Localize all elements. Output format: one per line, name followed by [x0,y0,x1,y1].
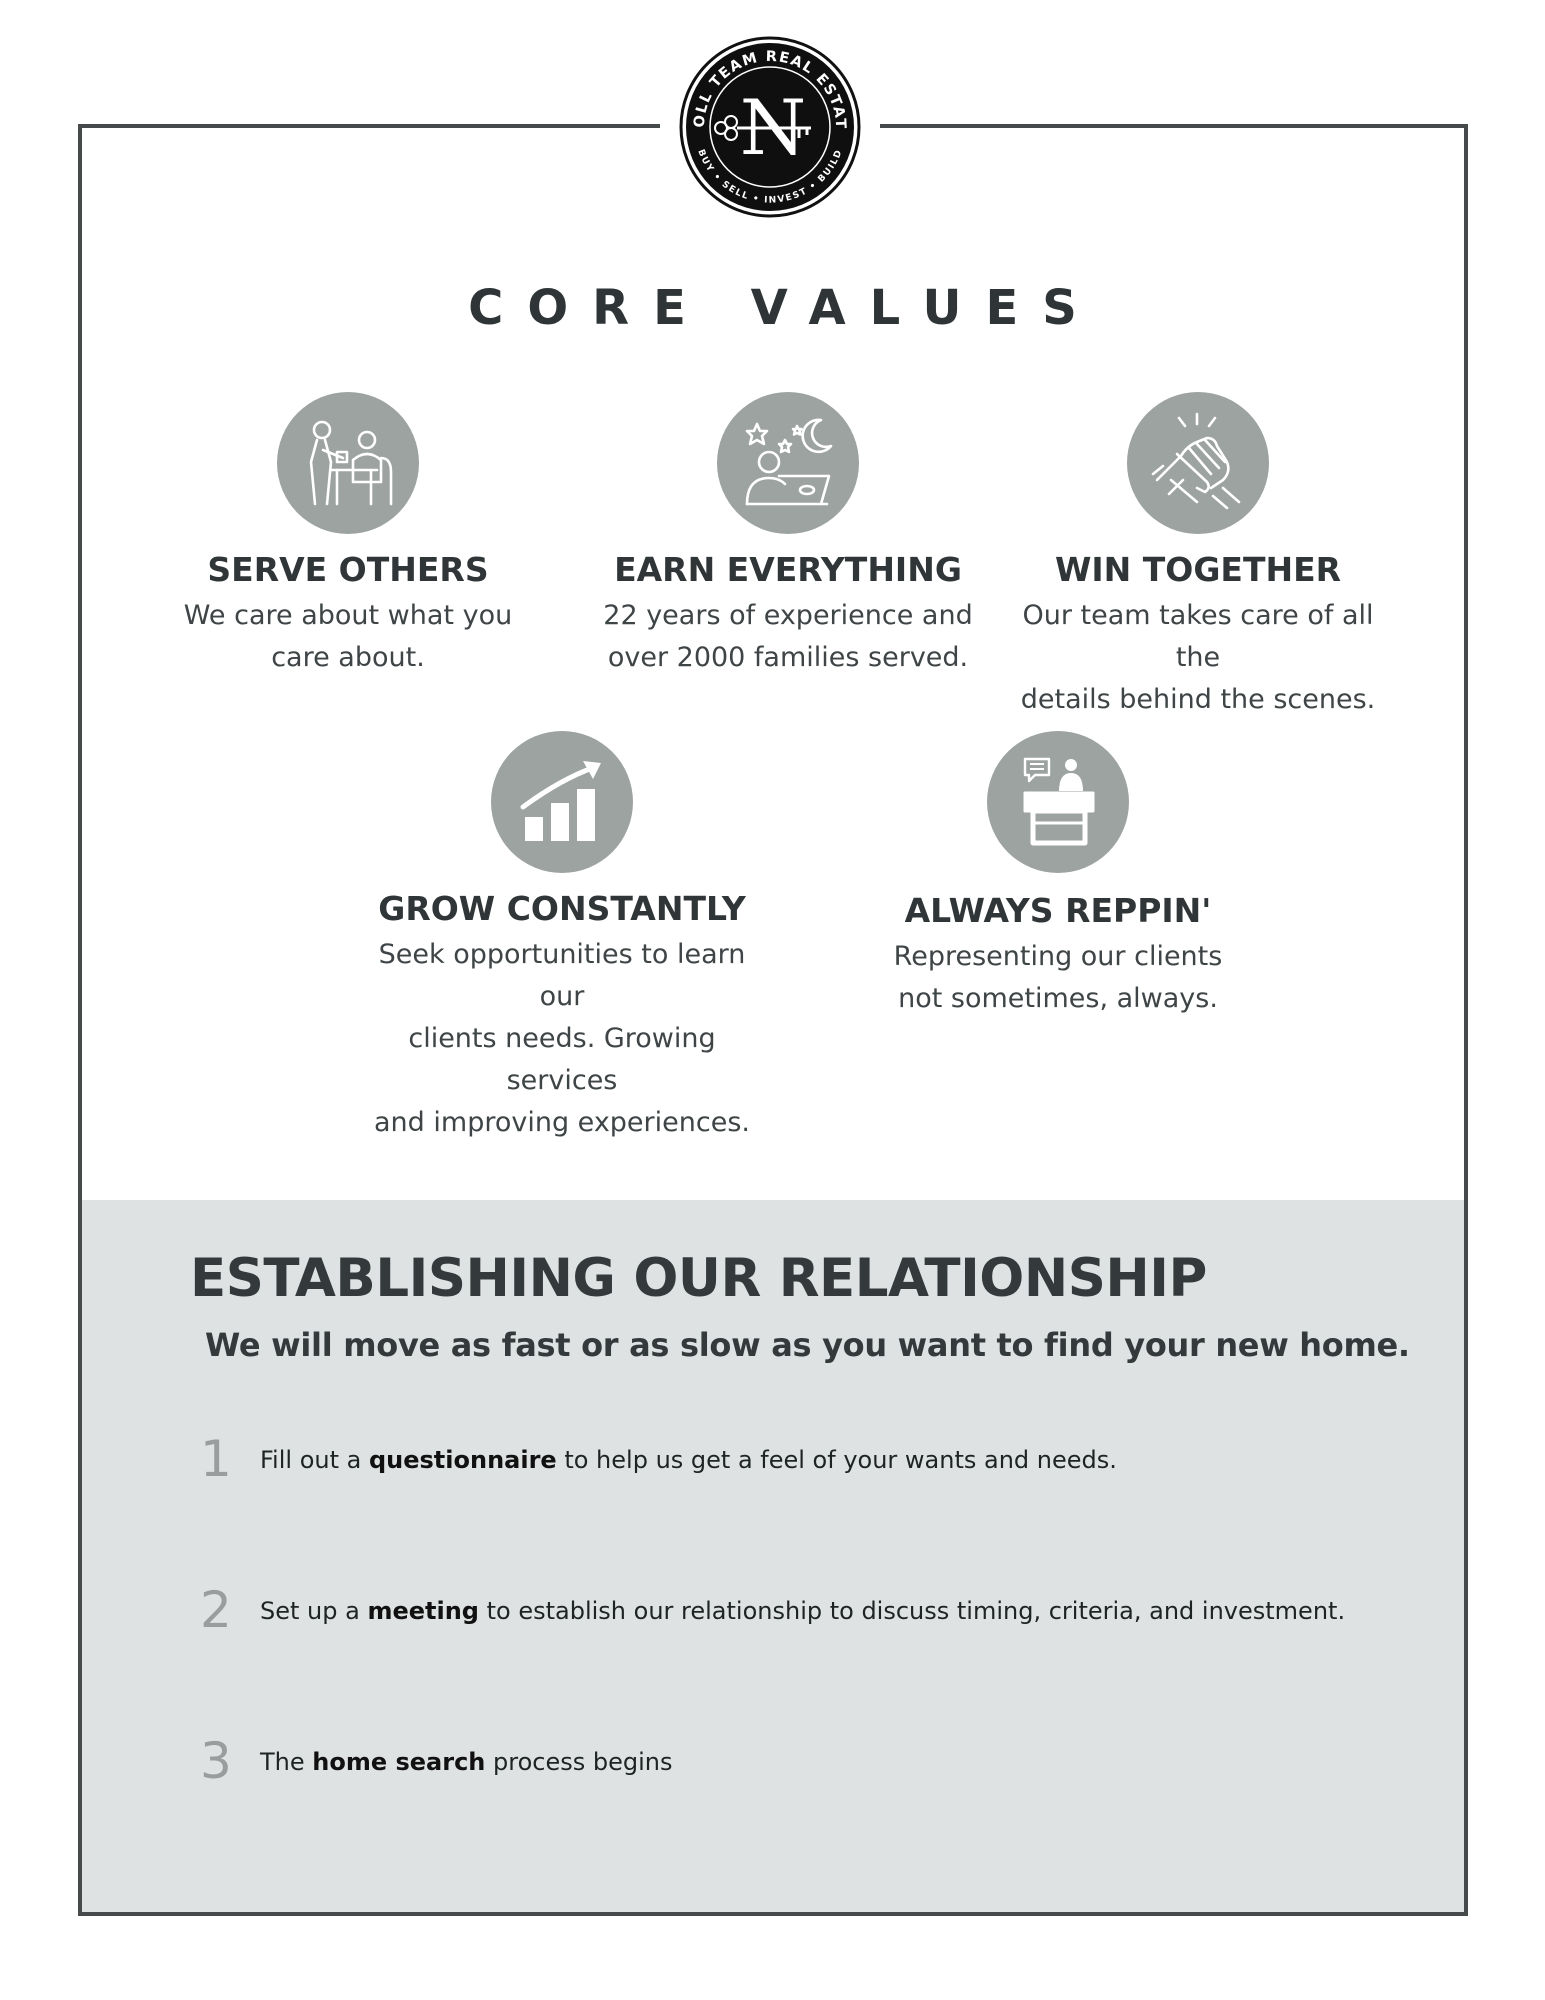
value-title: WIN TOGETHER [1054,550,1342,589]
reception-desk-icon [987,731,1129,873]
step-number: 2 [200,1581,232,1639]
value-line: 22 years of experience and [603,600,973,631]
value-line: clients needs. Growing services [408,1023,716,1096]
step-text-before: The [260,1748,313,1776]
step-text-bold: meeting [367,1597,479,1625]
relationship-title: ESTABLISHING OUR RELATIONSHIP [190,1248,1207,1309]
value-line: details behind the scenes. [1020,684,1376,715]
value-line: and improving experiences. [374,1107,750,1138]
value-earn-everything [588,392,988,679]
step-text-bold: questionnaire [368,1446,557,1474]
value-title: ALWAYS REPPIN' [904,891,1212,930]
meeting-people-icon [277,392,419,534]
logo-ring-text: OLL TEAM REAL ESTAT [691,48,849,131]
value-title: GROW CONSTANTLY [378,889,746,928]
value-line: care about. [271,642,425,673]
noll-team-logo [679,36,861,218]
relationship-subtitle: We will move as fast or as slow as you want to find your new home. [205,1326,1410,1364]
value-description [998,595,1398,721]
step-number: 3 [200,1732,232,1790]
value-description [858,936,1258,1020]
logo-tagline: BUY • SELL • INVEST • BUILD [695,148,845,206]
night-work-laptop-icon [717,392,859,534]
value-line: Representing our clients [893,941,1223,972]
step-text-before: Set up a [260,1597,368,1625]
value-line: not sometimes, always. [898,983,1218,1014]
value-serve-others [148,392,548,679]
value-line: We care about what you [183,600,513,631]
step-text [260,1597,1345,1625]
step-text-after: to help us get a feel of your wants and needs. [556,1446,1117,1474]
value-always-reppin [858,731,1258,1020]
handshake-clasp-icon [1127,392,1269,534]
step-text-before: Fill out a [260,1446,369,1474]
value-grow-constantly [362,731,762,1144]
value-title: SERVE OTHERS [207,550,489,589]
value-description [148,595,548,679]
logo-letter: N [739,83,807,172]
growth-chart-icon [491,731,633,873]
value-title: EARN EVERYTHING [614,550,962,589]
value-line: Our team takes care of all the [1022,600,1374,673]
step-text-after: process begins [485,1748,673,1776]
value-line: Seek opportunities to learn our [378,939,746,1012]
value-win-together [998,392,1398,721]
value-line: over 2000 families served. [607,642,969,673]
step-text-after: to establish our relationship to discuss timing, criteria, and investment. [478,1597,1346,1625]
step-text-bold: home search [312,1748,486,1776]
step-text [260,1446,1117,1474]
value-description [588,595,988,679]
value-description [362,934,762,1144]
core-values-title: CORE VALUES [468,280,1101,336]
step-text [260,1748,673,1776]
step-number: 1 [200,1430,232,1488]
